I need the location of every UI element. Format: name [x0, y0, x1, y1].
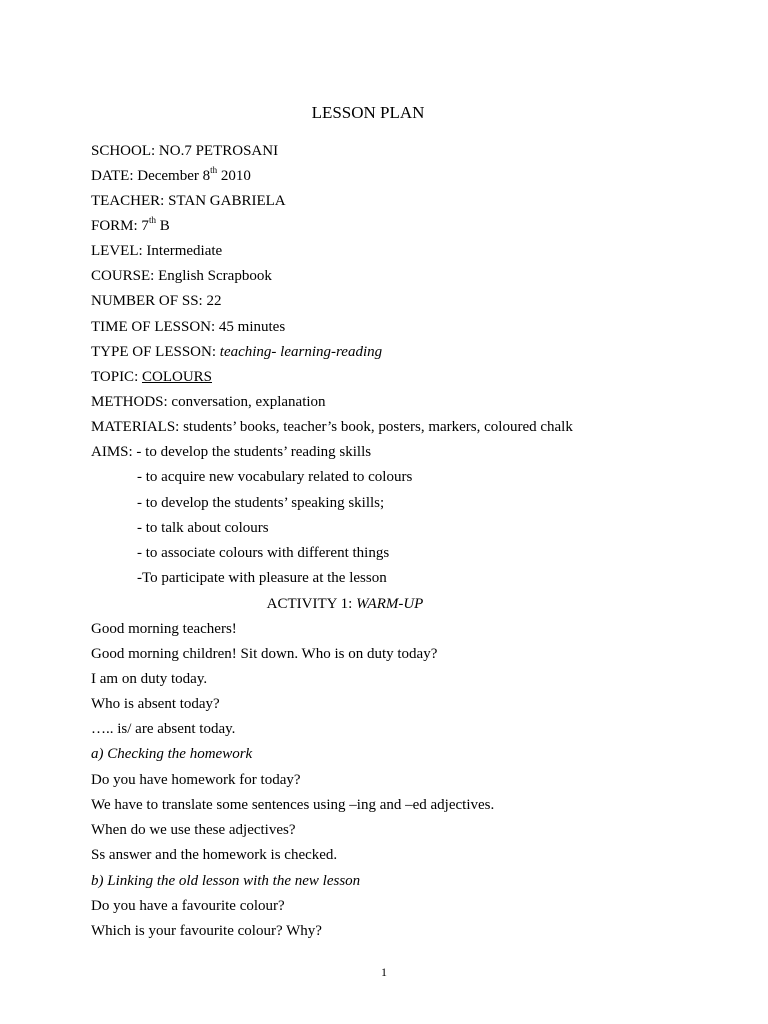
materials-line: MATERIALS: students’ books, teacher’s book, posters, markers, coloured chalk	[91, 419, 573, 435]
aims-item: - to associate colours with different things	[137, 545, 390, 561]
topic-line	[91, 367, 212, 387]
dialogue-line: Ss answer and the homework is checked.	[91, 847, 338, 863]
form-prefix: FORM: 7	[91, 218, 149, 234]
aims-item: - to acquire new vocabulary related to colours	[137, 469, 413, 485]
dialogue-line: ….. is/ are absent today.	[91, 721, 236, 737]
document-title: LESSON PLAN	[311, 103, 425, 122]
course-line: COURSE: English Scrapbook	[91, 268, 272, 284]
dialogue-line: When do we use these adjectives?	[91, 822, 296, 838]
date-line	[91, 166, 251, 186]
type-value: teaching- learning-reading	[219, 344, 383, 360]
dialogue-line: Which is your favourite colour? Why?	[91, 923, 322, 939]
dialogue-line: Good morning teachers!	[91, 621, 237, 637]
topic-label: TOPIC:	[91, 369, 142, 385]
school-line: SCHOOL: NO.7 PETROSANI	[91, 143, 279, 159]
dialogue-line: We have to translate some sentences using –ing and –ed adjectives.	[91, 797, 495, 813]
page-number: 1	[381, 965, 387, 979]
methods-line: METHODS: conversation, explanation	[91, 394, 326, 410]
section-heading-homework: a) Checking the homework	[91, 746, 253, 762]
form-suffix: B	[155, 218, 170, 234]
date-superscript: th	[210, 165, 218, 175]
topic-value: COLOURS	[141, 369, 212, 385]
time-of-lesson-line: TIME OF LESSON: 45 minutes	[91, 319, 286, 335]
level-line: LEVEL: Intermediate	[91, 243, 223, 259]
type-of-lesson-line	[91, 342, 382, 362]
number-of-students-line: NUMBER OF SS: 22	[91, 293, 222, 309]
activity-name: WARM-UP	[356, 596, 424, 612]
date-suffix: 2010	[217, 168, 251, 184]
activity-label: ACTIVITY 1:	[266, 596, 357, 612]
teacher-line: TEACHER: STAN GABRIELA	[91, 193, 286, 209]
section-heading-linking: b) Linking the old lesson with the new lesson	[91, 873, 361, 889]
dialogue-line: Who is absent today?	[91, 696, 220, 712]
form-line	[91, 216, 170, 236]
aims-item: -To participate with pleasure at the lesson	[137, 570, 387, 586]
dialogue-line: I am on duty today.	[91, 671, 208, 687]
aims-first-line: AIMS: - to develop the students’ reading skills	[91, 444, 372, 460]
dialogue-line: Do you have homework for today?	[91, 772, 301, 788]
form-superscript: th	[148, 215, 156, 225]
activity-heading	[0, 594, 690, 614]
aims-item: - to talk about colours	[137, 520, 269, 536]
type-label: TYPE OF LESSON:	[91, 344, 220, 360]
dialogue-line: Do you have a favourite colour?	[91, 898, 285, 914]
aims-item: - to develop the students’ speaking skills;	[137, 495, 385, 511]
dialogue-line: Good morning children! Sit down. Who is on duty today?	[91, 646, 438, 662]
date-prefix: DATE: December 8	[91, 168, 211, 184]
